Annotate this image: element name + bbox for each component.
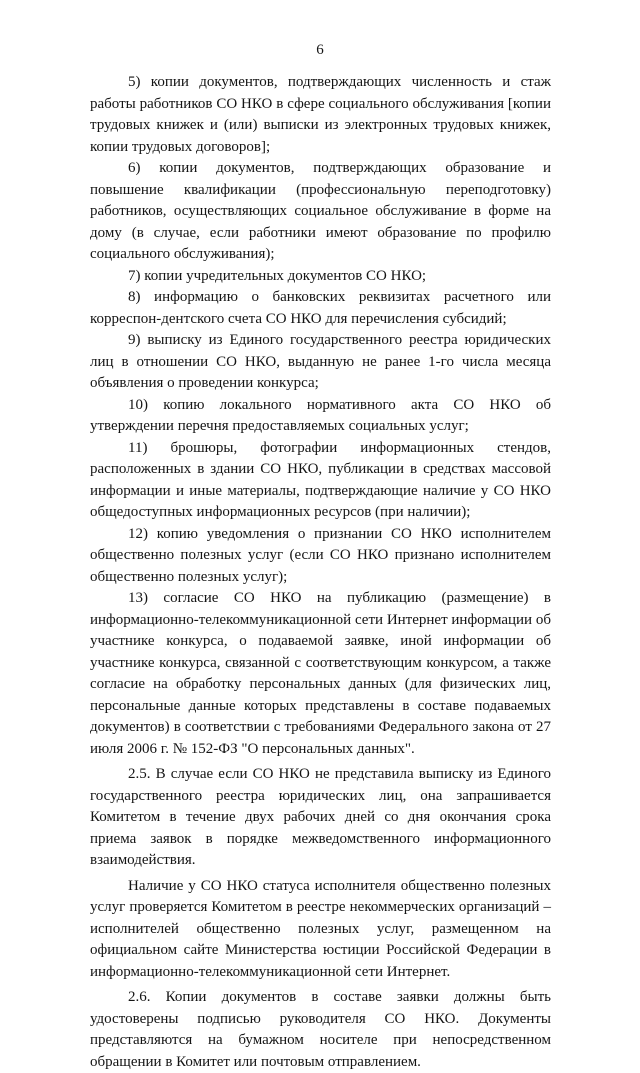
paragraph-item-12: 12) копию уведомления о признании СО НКО исполнителем общественно полезных услуг (если СО НКО признано исполнителем общественно полезных услуг);: [90, 525, 551, 585]
paragraph-item-11: 11) брошюры, фотографии информационных стендов, расположенных в здании СО НКО, публикации в средствах массовой информации и иные материалы, подтверждающие наличие у СО НКО общедоступных информационных ресурсов (при наличии);: [90, 439, 551, 520]
page-number: 6: [316, 42, 324, 58]
paragraph-item-8: 8) информацию о банковских реквизитах расчетного или корреспон-дентского счета СО НКО для перечисления субсидий;: [90, 289, 551, 327]
paragraph-item-6: 6) копии документов, подтверждающих образование и повышение квалификации (профессиональную переподготовку) работников, осуществляющих социальное обслуживание в форме на дому (в случае, если работники имеют образование по профилю социального обслуживания);: [90, 160, 551, 262]
paragraph-section-2-6: 2.6. Копии документов в составе заявки должны быть удостоверены подписью руководителя СО НКО. Документы представляются на бумажном носителе при непосредственном обращении в Комитет или почтовым отправлением.: [90, 989, 551, 1070]
paragraph-item-13: 13) согласие СО НКО на публикацию (размещение) в информационно-телекоммуникационной сети Интернет информации об участнике конкурса, о подаваемой заявке, иной информации об участнике конкурса, связанной с соответствующим конкурсом, а также согласие на обработку персональных данных (для физических лиц, персональные данные которых представлены в составе подаваемых документов) в соответствии с требованиями Федерального закона от 27 июля 2006 г. № 152-ФЗ "О персональных данных".: [90, 590, 551, 757]
paragraph-status-check: Наличие у СО НКО статуса исполнителя общественно полезных услуг проверяется Комитетом в реестре некоммерческих организаций – исполнителей общественно полезных услуг, размещенном на официальном сайте Министерства юстиции Российской Федерации в информационно-телекоммуникационной сети Интернет.: [90, 877, 551, 980]
paragraph-item-10: 10) копию локального нормативного акта СО НКО об утверждении перечня предоставляемых социальных услуг;: [90, 396, 551, 434]
paragraph-item-7: 7) копии учредительных документов СО НКО;: [128, 267, 427, 284]
document-body: [90, 72, 551, 1073]
paragraph-item-9: 9) выписку из Единого государственного реестра юридических лиц в отношении СО НКО, выданную не ранее 1-го числа месяца объявления о проведении конкурса;: [90, 332, 551, 391]
paragraph-section-2-5: 2.5. В случае если СО НКО не представила выписку из Единого государственного реестра юридических лиц, она запрашивается Комитетом в течение двух рабочих дней со дня окончания срока приема заявок в порядке межведомственного информационного взаимодействия.: [90, 766, 551, 868]
paragraph-item-5: 5) копии документов, подтверждающих численность и стаж работы работников СО НКО в сфере социального обслуживания [копии трудовых книжек и (или) выписки из электронных трудовых книжек, копии трудовых договоров];: [90, 74, 551, 155]
